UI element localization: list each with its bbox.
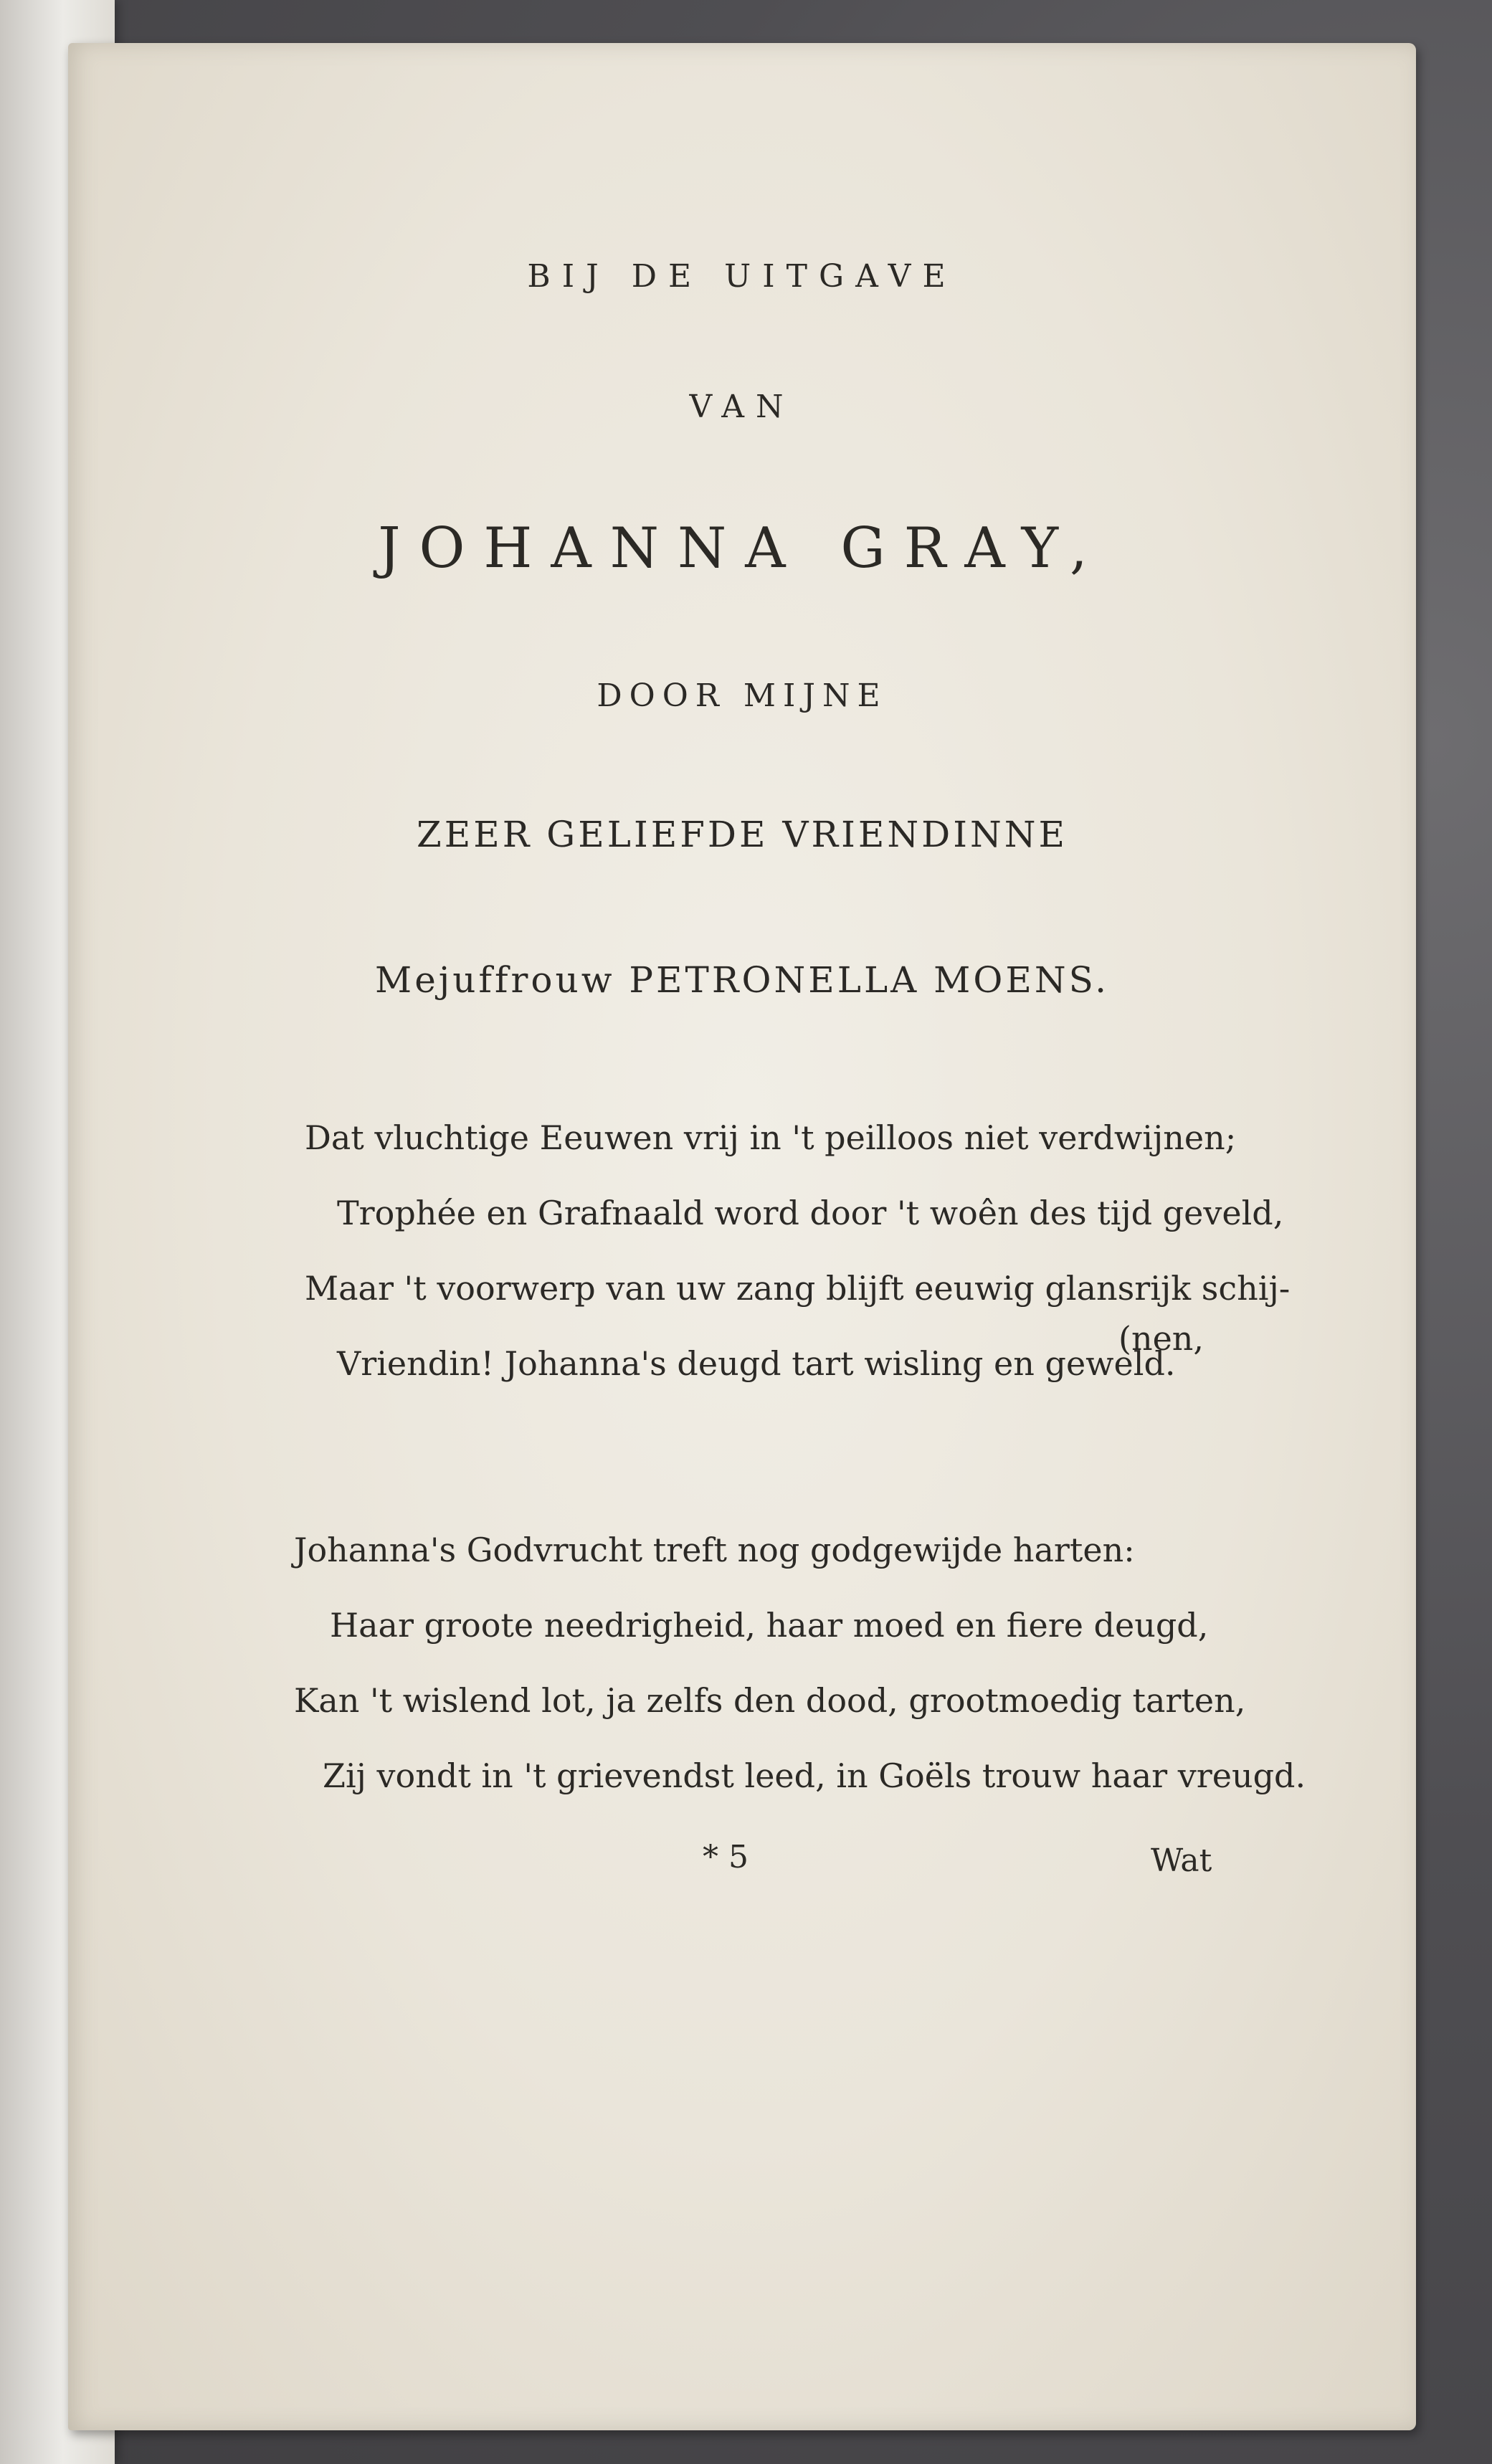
- heading-line-5: ZEER GELIEFDE VRIENDINNE: [417, 814, 1068, 855]
- book-page: [68, 43, 1416, 2430]
- catchword: Wat: [1151, 1842, 1212, 1879]
- stanza1-line-4: Vriendin! Johanna's deugd tart wisling en geweld.: [337, 1344, 1176, 1383]
- stanza2-line-2: Haar groote needrigheid, haar moed en fiere deugd,: [330, 1606, 1209, 1645]
- stanza1-line-1: Dat vluchtige Eeuwen vrij in 't peilloos niet verdwijnen;: [305, 1118, 1237, 1157]
- signature-mark: * 5: [703, 1839, 749, 1875]
- heading-line-2: VAN: [689, 389, 795, 425]
- stanza2-line-1: Johanna's Godvrucht treft nog godgewijde harten:: [294, 1531, 1135, 1569]
- heading-line-6: Mejuffrouw PETRONELLA MOENS.: [375, 959, 1109, 1001]
- stanza2-line-4: Zij vondt in 't grievendst leed, in Goëls trouw haar vreugd.: [323, 1756, 1306, 1795]
- heading-line-4: DOOR MIJNE: [597, 677, 888, 714]
- stanza1-turnover: (nen,: [1118, 1319, 1204, 1358]
- stanza1-line-2: Trophée en Grafnaald word door 't woên des tijd geveld,: [337, 1194, 1284, 1232]
- stanza1-line-3: Maar 't voorwerp van uw zang blijft eeuwig glansrijk schij-: [305, 1269, 1291, 1308]
- heading-line-1: BIJ DE UITGAVE: [527, 258, 957, 295]
- stanza2-line-3: Kan 't wislend lot, ja zelfs den dood, grootmoedig tarten,: [294, 1681, 1246, 1720]
- heading-title: JOHANNA GRAY,: [378, 516, 1106, 581]
